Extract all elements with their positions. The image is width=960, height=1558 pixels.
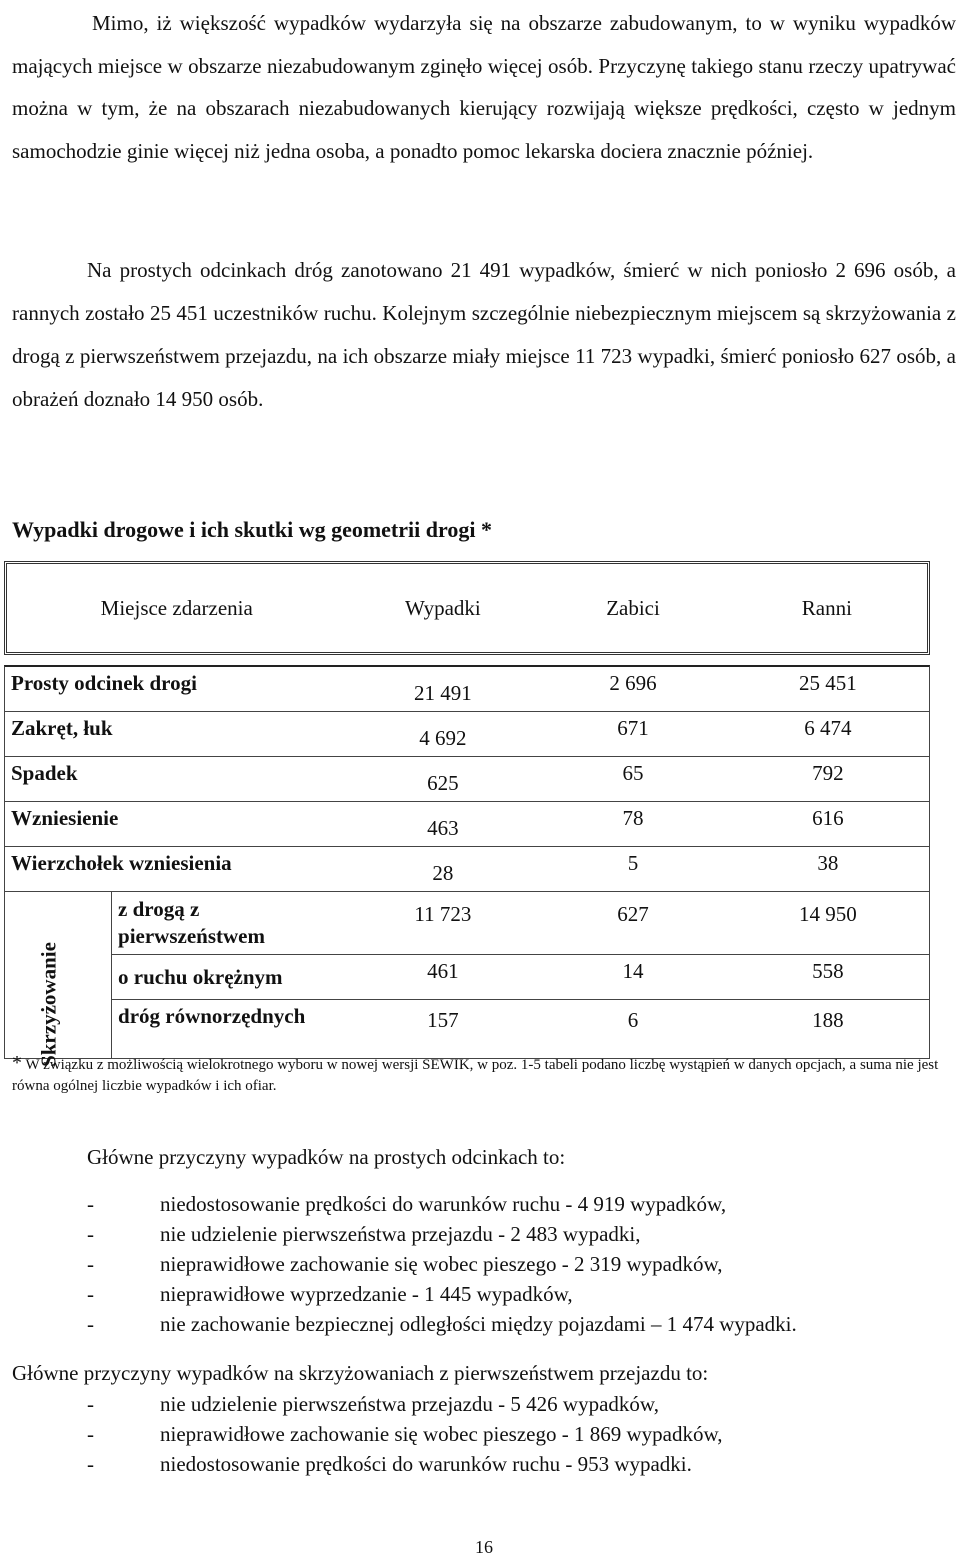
row-injured: 558 bbox=[812, 959, 844, 983]
accidents-table bbox=[4, 561, 930, 1067]
row-accidents: 11 723 bbox=[414, 902, 472, 926]
row-accidents: 21 491 bbox=[414, 681, 472, 705]
table-row bbox=[4, 802, 930, 847]
header-place: Miejsce zdarzenia bbox=[4, 561, 346, 655]
row-killed: 5 bbox=[627, 851, 639, 875]
row-killed: 14 bbox=[622, 959, 644, 983]
table-header-row bbox=[4, 561, 930, 655]
list-item: - nie udzielenie pierwszeństwa przejazdu - 5 426 wypadków, bbox=[87, 1389, 947, 1419]
row-injured: 6 474 bbox=[804, 716, 852, 740]
row-injured: 792 bbox=[812, 761, 844, 785]
list-item: - nie zachowanie bezpiecznej odległości między pojazdami – 1 474 wypadki. bbox=[87, 1309, 947, 1339]
row-injured: 616 bbox=[812, 806, 844, 830]
table-row bbox=[4, 1000, 930, 1059]
row-killed: 78 bbox=[622, 806, 644, 830]
table-row bbox=[4, 665, 930, 712]
row-place: Zakręt, łuk bbox=[11, 716, 113, 740]
list-item: - nieprawidłowe wyprzedzanie - 1 445 wypadków, bbox=[87, 1279, 947, 1309]
section-straight-list bbox=[87, 1189, 947, 1339]
header-killed: Zabici bbox=[539, 561, 726, 655]
table-title: Wypadki drogowe i ich skutki wg geometrii drogi * bbox=[12, 517, 492, 542]
row-killed: 671 bbox=[617, 716, 649, 740]
list-item: - nie udzielenie pierwszeństwa przejazdu - 2 483 wypadki, bbox=[87, 1219, 947, 1249]
table-row bbox=[4, 955, 930, 1000]
table-row bbox=[4, 757, 930, 802]
table-row bbox=[4, 847, 930, 892]
footnote-marker: * bbox=[12, 1052, 22, 1074]
row-place: Spadek bbox=[11, 761, 78, 785]
table-row bbox=[4, 712, 930, 757]
paragraph-straight-roads: Na prostych odcinkach dróg zanotowano 21 491 wypadków, śmierć w nich poniosło 2 696 osób, a rannych zostało 25 451 uczestników ruchu. Kolejnym szczególnie niebezpiecznym miejscem są skrzyżowania z drogą z pierwszeństwem przejazdu, na ich obszarze miały miejsce 11 723 wypadki, śmierć poniosło 627 osób, a obrażeń doznało 14 950 osób. bbox=[12, 258, 956, 411]
row-killed: 65 bbox=[622, 761, 644, 785]
row-place: z drogą z pierwszeństwem bbox=[118, 897, 265, 948]
row-accidents: 461 bbox=[427, 959, 459, 983]
row-accidents: 157 bbox=[427, 1008, 459, 1032]
row-accidents: 4 692 bbox=[419, 726, 467, 750]
header-injured: Ranni bbox=[727, 561, 930, 655]
row-place: Wzniesienie bbox=[11, 806, 119, 830]
row-killed: 6 bbox=[627, 1008, 639, 1032]
row-place: dróg równorzędnych bbox=[118, 1004, 306, 1028]
row-injured: 188 bbox=[812, 1008, 844, 1032]
list-item: - niedostosowanie prędkości do warunków ruchu - 953 wypadki. bbox=[87, 1449, 947, 1479]
table-row bbox=[4, 892, 930, 955]
row-killed: 2 696 bbox=[609, 671, 657, 695]
list-item: - niedostosowanie prędkości do warunków ruchu - 4 919 wypadków, bbox=[87, 1189, 947, 1219]
row-place: Prosty odcinek drogi bbox=[11, 671, 197, 695]
header-accidents: Wypadki bbox=[346, 561, 539, 655]
paragraph-urban-rural: Mimo, iż większość wypadków wydarzyła się na obszarze zabudowanym, to w wyniku wypadków mających miejsce w obszarze niezabudowanym zginęło więcej osób. Przyczynę takiego stanu rzeczy upatrywać można w tym, że na obszarach niezabudowanych kierujący rozwijają większe prędkości, często w jednym samochodzie ginie więcej niż jedna osoba, a ponadto pomoc lekarska dociera znacznie później. bbox=[12, 11, 956, 163]
row-injured: 25 451 bbox=[799, 671, 857, 695]
group-label-skrzyzowanie: Skrzyżowanie bbox=[36, 942, 61, 1067]
row-accidents: 28 bbox=[432, 861, 454, 885]
row-killed: 627 bbox=[617, 902, 649, 926]
footnote-text: W związku z możliwością wielokrotnego wyboru w nowej wersji SEWIK, w poz. 1-5 tabeli podano liczbę wystąpień w danych opcjach, a suma nie jest równa ogólnej liczbie wypadków i ich ofiar. bbox=[12, 1057, 939, 1094]
row-place: Wierzchołek wzniesienia bbox=[11, 851, 232, 875]
section-intersections-list bbox=[87, 1389, 947, 1479]
section-intersections-title: Główne przyczyny wypadków na skrzyżowaniach z pierwszeństwem przejazdu to: bbox=[12, 1361, 709, 1385]
table-footnote bbox=[12, 1053, 952, 1097]
row-injured: 38 bbox=[817, 851, 839, 875]
list-item: - nieprawidłowe zachowanie się wobec pieszego - 1 869 wypadków, bbox=[87, 1419, 947, 1449]
list-item: - nieprawidłowe zachowanie się wobec pieszego - 2 319 wypadków, bbox=[87, 1249, 947, 1279]
row-place: o ruchu okrężnym bbox=[118, 965, 283, 989]
row-accidents: 625 bbox=[427, 771, 459, 795]
page-number: 16 bbox=[475, 1537, 493, 1557]
section-straight-title: Główne przyczyny wypadków na prostych odcinkach to: bbox=[87, 1145, 566, 1169]
row-accidents: 463 bbox=[427, 816, 459, 840]
row-injured: 14 950 bbox=[799, 902, 857, 926]
